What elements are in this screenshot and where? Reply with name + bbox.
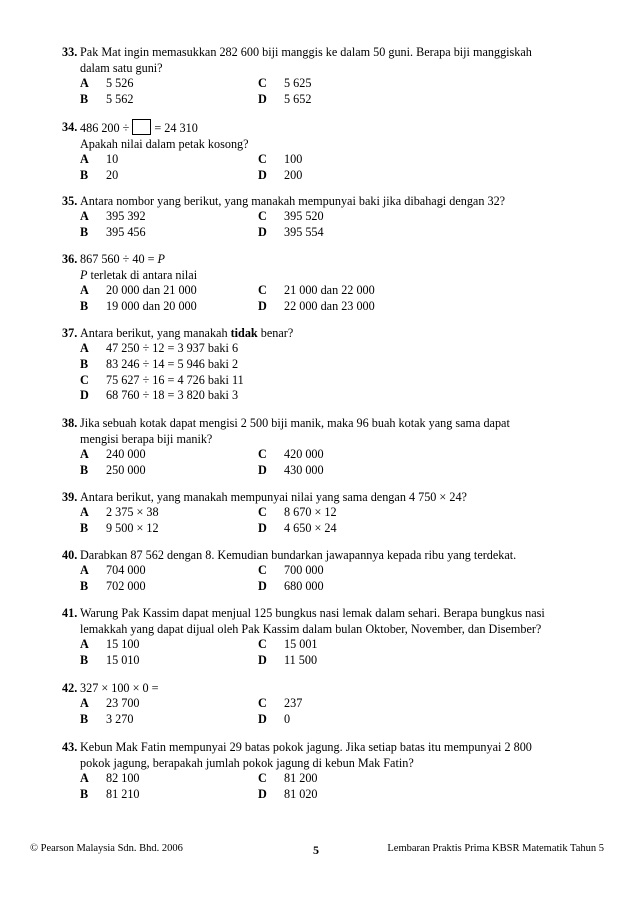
- option-text: 47 250 ÷ 12 = 3 937 baki 6: [106, 341, 239, 355]
- option-letter: B: [80, 711, 89, 726]
- question-text: [80, 739, 578, 771]
- option-text: 395 520: [284, 209, 324, 223]
- option-text: 420 000: [284, 447, 324, 461]
- option[interactable]: [258, 283, 458, 299]
- option-letter: B: [80, 652, 89, 667]
- option[interactable]: [80, 92, 258, 108]
- option-text: 75 627 ÷ 16 = 4 726 baki 11: [106, 372, 244, 387]
- question-text-fragment: Antara berikut, yang manakah: [80, 326, 231, 340]
- question-text-line: Kebun Mak Fatin mempunyai 29 batas pokok jagung. Jika setiap batas itu mempunyai 2 800: [80, 740, 532, 754]
- question-34: [62, 119, 578, 184]
- option[interactable]: [258, 463, 458, 479]
- option-text: 19 000 dan 20 000: [106, 298, 197, 313]
- option[interactable]: [80, 225, 258, 241]
- option-text: 81 020: [284, 786, 318, 801]
- option[interactable]: [258, 787, 458, 803]
- question-number: 34.: [62, 120, 78, 134]
- option-text: 680 000: [284, 578, 324, 593]
- question-text-fragment: benar?: [257, 326, 294, 340]
- option-letter: B: [80, 786, 89, 801]
- option-text: 5 625: [284, 76, 312, 90]
- option[interactable]: [80, 283, 258, 299]
- option-text: 8 670 × 12: [284, 505, 337, 519]
- question-text-line: lemakkah yang dapat dijual oleh Pak Kassim dalam bulan Oktober, November, dan Disember?: [80, 622, 542, 636]
- option-letter: D: [258, 91, 267, 106]
- option-text: 15 001: [284, 637, 318, 651]
- option-text: 22 000 dan 23 000: [284, 298, 375, 313]
- question-41: [62, 605, 578, 669]
- option[interactable]: [80, 771, 258, 787]
- option-text: 81 210: [106, 786, 140, 801]
- option-text: 81 200: [284, 771, 318, 785]
- options: [80, 209, 578, 241]
- option-text: 200: [284, 167, 303, 182]
- option-text: 10: [106, 152, 119, 166]
- option[interactable]: [258, 712, 458, 728]
- option-letter: C: [80, 372, 89, 387]
- option-letter: A: [80, 696, 89, 710]
- option-text: 5 526: [106, 76, 134, 90]
- option-text: 3 270: [106, 711, 134, 726]
- option-letter: A: [80, 563, 89, 577]
- question-text-line: dalam satu guni?: [80, 61, 163, 75]
- question-number: 37.: [62, 326, 78, 340]
- question-text: Antara berikut, yang manakah mempunyai nilai yang sama dengan 4 750 × 24?: [80, 490, 467, 504]
- option-text: 23 700: [106, 696, 140, 710]
- option-letter: D: [258, 786, 267, 801]
- option-text: 237: [284, 696, 303, 710]
- option-letter: A: [80, 637, 89, 651]
- question-text-line: Warung Pak Kassim dapat menjual 125 bungkus nasi lemak dalam sehari. Berapa bungkus nasi: [80, 606, 545, 620]
- question-37: [62, 325, 578, 404]
- option[interactable]: [80, 357, 380, 373]
- option-letter: C: [258, 563, 267, 577]
- emphasis-word: tidak: [230, 326, 258, 340]
- option-text: 430 000: [284, 462, 324, 477]
- option-text: 704 000: [106, 563, 146, 577]
- option-text: 15 100: [106, 637, 140, 651]
- question-number: 35.: [62, 194, 78, 208]
- option[interactable]: [258, 76, 458, 92]
- question-42: [62, 680, 578, 728]
- option-letter: B: [80, 224, 89, 239]
- option[interactable]: [80, 152, 258, 168]
- option-text: 250 000: [106, 462, 146, 477]
- option-text: 5 652: [284, 91, 312, 106]
- option[interactable]: [80, 653, 258, 669]
- option-letter: A: [80, 283, 89, 297]
- option[interactable]: [80, 563, 258, 579]
- question-text: [80, 415, 578, 447]
- options: [80, 76, 578, 108]
- option-letter: D: [258, 578, 267, 593]
- variable-p: P: [80, 268, 88, 282]
- option-letter: D: [80, 388, 89, 403]
- options: [80, 505, 578, 537]
- option-letter: C: [258, 696, 267, 710]
- option-letter: C: [258, 637, 267, 651]
- question-text: [80, 119, 578, 152]
- option-text: 4 650 × 24: [284, 520, 337, 535]
- option[interactable]: [80, 712, 258, 728]
- option-text: 20 000 dan 21 000: [106, 283, 197, 297]
- option-letter: A: [80, 152, 89, 166]
- copyright-text: © Pearson Malaysia Sdn. Bhd. 2006: [30, 843, 183, 854]
- option-letter: A: [80, 209, 89, 223]
- option-text: 15 010: [106, 652, 140, 667]
- option-text: 2 375 × 38: [106, 505, 159, 519]
- question-equation: [80, 251, 578, 267]
- option-letter: A: [80, 447, 89, 461]
- option[interactable]: [258, 152, 458, 168]
- option[interactable]: [258, 696, 458, 712]
- option-letter: B: [80, 167, 89, 182]
- option-letter: B: [80, 356, 89, 371]
- option[interactable]: [258, 209, 458, 225]
- option[interactable]: [258, 299, 458, 315]
- question-33: [62, 44, 578, 108]
- question-equation: [80, 119, 578, 136]
- option-text: 68 760 ÷ 18 = 3 820 baki 3: [106, 388, 239, 403]
- option-letter: C: [258, 505, 267, 519]
- option-letter: D: [258, 167, 267, 182]
- option[interactable]: [258, 521, 458, 537]
- question-text: [80, 251, 578, 283]
- option-text: 702 000: [106, 578, 146, 593]
- question-text-line: Apakah nilai dalam petak kosong?: [80, 137, 249, 151]
- question-39: [62, 489, 578, 537]
- option[interactable]: [258, 771, 458, 787]
- option[interactable]: [258, 505, 458, 521]
- option-text: 0: [284, 711, 291, 726]
- option-text: 395 392: [106, 209, 146, 223]
- option-text: 82 100: [106, 771, 140, 785]
- question-number: 38.: [62, 416, 78, 430]
- option-text: 20: [106, 167, 119, 182]
- options: [80, 563, 578, 595]
- option[interactable]: [258, 225, 458, 241]
- option[interactable]: [80, 168, 258, 184]
- option[interactable]: [258, 563, 458, 579]
- option-letter: B: [80, 578, 89, 593]
- option[interactable]: [80, 373, 380, 389]
- page-number: 5: [313, 843, 319, 857]
- option[interactable]: [80, 447, 258, 463]
- options: [80, 771, 578, 803]
- option-text: 5 562: [106, 91, 134, 106]
- question-text: [80, 605, 578, 637]
- option-letter: C: [258, 447, 267, 461]
- question-number: 33.: [62, 45, 78, 59]
- options: [80, 341, 578, 404]
- option-text: 395 554: [284, 224, 324, 239]
- option-letter: C: [258, 209, 267, 223]
- options: [80, 283, 578, 315]
- question-35: [62, 193, 578, 241]
- option-text: 11 500: [284, 652, 318, 667]
- question-text: Darabkan 87 562 dengan 8. Kemudian bundarkan jawapannya kepada ribu yang terdekat.: [80, 548, 517, 562]
- option[interactable]: [80, 505, 258, 521]
- question-text-line: pokok jagung, berapakah jumlah pokok jagung di kebun Mak Fatin?: [80, 756, 414, 770]
- option-letter: C: [258, 76, 267, 90]
- option[interactable]: [258, 579, 458, 595]
- question-text: Antara nombor yang berikut, yang manakah mempunyai baki jika dibahagi dengan 32?: [80, 194, 506, 208]
- option-text: 83 246 ÷ 14 = 5 946 baki 2: [106, 356, 239, 371]
- page-footer: [0, 843, 638, 859]
- option-letter: D: [258, 224, 267, 239]
- option[interactable]: [80, 463, 258, 479]
- equation-left: 486 200 ÷: [80, 121, 130, 135]
- question-text: 327 × 100 × 0 =: [80, 681, 159, 695]
- question-text-line: Pak Mat ingin memasukkan 282 600 biji manggis ke dalam 50 guni. Berapa biji manggiskah: [80, 45, 532, 59]
- option-letter: A: [80, 505, 89, 519]
- option[interactable]: [258, 447, 458, 463]
- option-letter: D: [258, 520, 267, 535]
- option-letter: A: [80, 771, 89, 785]
- option[interactable]: [80, 637, 258, 653]
- option[interactable]: [258, 168, 458, 184]
- option-letter: D: [258, 298, 267, 313]
- question-40: [62, 547, 578, 595]
- option[interactable]: [80, 696, 258, 712]
- variable-p: P: [157, 252, 165, 266]
- option-letter: C: [258, 283, 267, 297]
- options: [80, 152, 578, 184]
- option[interactable]: [80, 209, 258, 225]
- question-text: [80, 44, 578, 76]
- question-text: [80, 325, 578, 341]
- option-text: 21 000 dan 22 000: [284, 283, 375, 297]
- option[interactable]: [80, 787, 258, 803]
- option[interactable]: [80, 388, 380, 404]
- option-letter: A: [80, 341, 89, 355]
- question-text-line: [80, 267, 578, 283]
- question-number: 41.: [62, 606, 78, 620]
- question-number: 42.: [62, 681, 78, 695]
- option[interactable]: [258, 637, 458, 653]
- option-letter: C: [258, 152, 267, 166]
- question-text-fragment: terletak di antara nilai: [87, 268, 198, 282]
- equation: 867 560 ÷ 40 =: [80, 252, 158, 266]
- option-letter: B: [80, 462, 89, 477]
- option-letter: D: [258, 711, 267, 726]
- option-letter: D: [258, 652, 267, 667]
- option-text: 100: [284, 152, 303, 166]
- option-letter: B: [80, 298, 89, 313]
- question-36: [62, 251, 578, 315]
- option-letter: A: [80, 76, 89, 90]
- option[interactable]: [80, 579, 258, 595]
- option-letter: B: [80, 520, 89, 535]
- question-43: [62, 739, 578, 803]
- option-letter: B: [80, 91, 89, 106]
- question-number: 36.: [62, 252, 78, 266]
- option-letter: D: [258, 462, 267, 477]
- question-text-line: mengisi berapa biji manik?: [80, 432, 213, 446]
- question-number: 39.: [62, 490, 78, 504]
- option-letter: C: [258, 771, 267, 785]
- options: [80, 447, 578, 479]
- option-text: 395 456: [106, 224, 146, 239]
- publication-title: Lembaran Praktis Prima KBSR Matematik Tahun 5: [387, 843, 604, 854]
- question-text-line: Jika sebuah kotak dapat mengisi 2 500 biji manik, maka 96 buah kotak yang sama dapat: [80, 416, 510, 430]
- option[interactable]: [258, 92, 458, 108]
- option-text: 240 000: [106, 447, 146, 461]
- option-text: 700 000: [284, 563, 324, 577]
- option[interactable]: [258, 653, 458, 669]
- options: [80, 696, 578, 728]
- equation-right: = 24 310: [154, 121, 198, 135]
- option[interactable]: [80, 521, 258, 537]
- question-number: 43.: [62, 740, 78, 754]
- option[interactable]: [80, 341, 380, 357]
- question-number: 40.: [62, 548, 78, 562]
- option-text: 9 500 × 12: [106, 520, 159, 535]
- empty-box: [132, 119, 151, 135]
- question-38: [62, 415, 578, 479]
- option[interactable]: [80, 76, 258, 92]
- option[interactable]: [80, 299, 258, 315]
- options: [80, 637, 578, 669]
